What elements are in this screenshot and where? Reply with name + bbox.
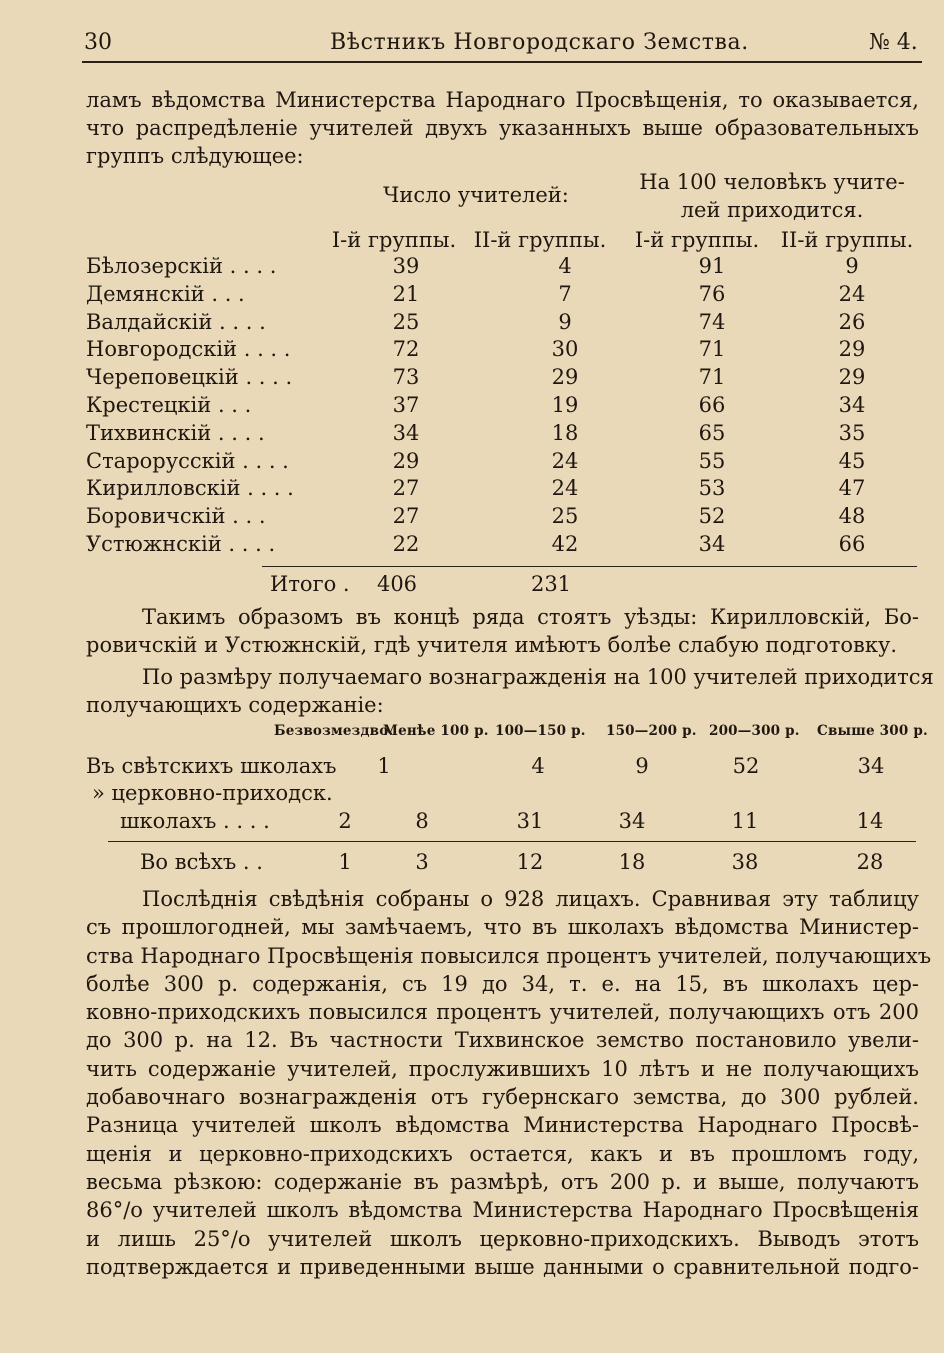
table2-row-secular-label: Въ свѣтскихъ школахъ xyxy=(86,754,337,778)
table1-cell-g2: 19 xyxy=(551,393,579,417)
table1-cell-p2: 26 xyxy=(838,310,866,334)
table1-cell-p1: 53 xyxy=(698,476,726,500)
table2-cell: 52 xyxy=(732,754,760,778)
table1-cell-g1: 21 xyxy=(392,282,420,306)
table1-cell-p2: 47 xyxy=(838,476,866,500)
para4-line-4: болѣе 300 р. содержанія, съ 19 до 34, т. е. на 15, въ школахъ цер- xyxy=(86,971,919,996)
table2-cell: 38 xyxy=(731,850,759,874)
para4-line-13: и лишь 25°/о учителей школъ церковно-приходскихъ. Выводъ этотъ xyxy=(86,1226,919,1251)
table1-cell-g2: 24 xyxy=(551,476,579,500)
table1-cell-g1: 73 xyxy=(392,365,420,389)
table1-cell-p1: 91 xyxy=(698,254,726,278)
para4-line-12: 86°/о учителей школъ вѣдомства Министерства Народнаго Просвѣщенія xyxy=(86,1198,919,1223)
para4-line-9: Разница учителей школъ вѣдомства Министерства Народнаго Просвѣ- xyxy=(86,1113,919,1138)
issue-number: № 4. xyxy=(869,30,918,55)
table2-cell: 18 xyxy=(618,850,646,874)
table1-cell-p1: 71 xyxy=(698,337,726,361)
paragraph-4 xyxy=(86,885,932,1281)
intro-line-3: группъ слѣдующее: xyxy=(86,144,304,168)
table1-row-name: Валдайскій . . . . xyxy=(86,310,266,334)
journal-title: Вѣстникъ Новгородскаго Земства. xyxy=(330,30,749,55)
page-number: 30 xyxy=(84,30,112,55)
table1-cell-g2: 25 xyxy=(551,504,579,528)
table1-cell-p1: 74 xyxy=(698,310,726,334)
table1-cell-p1: 71 xyxy=(698,365,726,389)
table1-cell-p1: 55 xyxy=(698,449,726,473)
table1-cell-g1: 39 xyxy=(392,254,420,278)
table2-head-150-200: 150—200 р. xyxy=(606,723,697,739)
table1-cell-p2: 35 xyxy=(838,421,866,445)
table2-head-200-300: 200—300 р. xyxy=(709,723,800,739)
table1-row-name: Старорусскій . . . . xyxy=(86,449,289,473)
table1-cell-g1: 29 xyxy=(392,449,420,473)
table1-cell-p2: 66 xyxy=(838,532,866,556)
table1-row-name: Бѣлозерскій . . . . xyxy=(86,254,277,278)
table2-cell: 31 xyxy=(516,809,544,833)
table1-cell-p1: 52 xyxy=(698,504,726,528)
para4-line-5: ковно-приходскихъ повысился процентъ учителей, получающихъ отъ 200 xyxy=(86,1000,919,1025)
table1-col4-head: II-й группы. xyxy=(780,228,914,252)
table2-cell: 34 xyxy=(618,809,646,833)
table1-cell-g2: 29 xyxy=(551,365,579,389)
table2-head-over300: Свыше 300 р. xyxy=(817,723,928,739)
table1-total-g1: 406 xyxy=(376,572,418,596)
table2-cell: 4 xyxy=(531,754,545,778)
table1-total-label: Итого . xyxy=(270,572,350,596)
table2-cell: 14 xyxy=(856,809,884,833)
table2-total-rule xyxy=(108,841,916,842)
table1-head-count: Число учителей: xyxy=(383,183,569,207)
para4-line-1: Послѣднія свѣдѣнія собраны о 928 лицахъ. Сравнивая эту таблицу xyxy=(142,887,919,911)
table2-cell: 34 xyxy=(857,754,885,778)
table1-row-name: Череповецкій . . . . xyxy=(86,365,293,389)
table1-col3-head: I-й группы. xyxy=(634,228,760,252)
table1-cell-g2: 7 xyxy=(558,282,572,306)
para4-line-2: съ прошлогодней, мы замѣчаемъ, что въ школахъ вѣдомства Министер- xyxy=(86,915,919,940)
table1-cell-g1: 27 xyxy=(392,476,420,500)
table1-cell-g1: 27 xyxy=(392,504,420,528)
para4-line-6: до 300 р. на 12. Въ частности Тихвинское земство постановило увели- xyxy=(86,1028,919,1053)
table1-total-rule xyxy=(262,566,917,567)
table1-cell-p1: 66 xyxy=(698,393,726,417)
para4-line-11: весьма рѣзкою: содержаніе въ размѣрѣ, отъ 200 р. и выше, получаютъ xyxy=(86,1169,919,1194)
intro-line-1: ламъ вѣдомства Министерства Народнаго Просвѣщенія, то оказывается, xyxy=(86,88,919,112)
table1-row-name: Тихвинскій . . . . xyxy=(86,421,265,445)
table2-row-church-label-1: » церковно-приходск. xyxy=(92,781,333,805)
table1-row-name: Новгородскій . . . . xyxy=(86,337,291,361)
table1-cell-p2: 9 xyxy=(845,254,859,278)
table1-row-name: Боровичскій . . . xyxy=(86,504,266,528)
table2-cell: 28 xyxy=(856,850,884,874)
table1-row-name: Кирилловскій . . . . xyxy=(86,476,294,500)
table1-cell-g2: 42 xyxy=(551,532,579,556)
table1-cell-g1: 37 xyxy=(392,393,420,417)
para3-line-1: По размѣру получаемаго вознагражденія на 100 учителей приходится xyxy=(142,665,934,689)
table1-cell-p2: 34 xyxy=(838,393,866,417)
table1-cell-p2: 29 xyxy=(838,337,866,361)
header-rule xyxy=(82,61,922,63)
para4-line-10: щенія и церковно-приходскихъ остается, какъ и въ прошломъ году, xyxy=(86,1141,919,1166)
table2-head-under100: Менѣе 100 р. xyxy=(383,723,489,739)
table1-cell-g2: 18 xyxy=(551,421,579,445)
table1-cell-p2: 48 xyxy=(838,504,866,528)
para4-line-14: подтверждается и приведенными выше данными о сравнительной подго- xyxy=(86,1254,919,1279)
paragraph-3 xyxy=(86,663,934,719)
table2-cell: 1 xyxy=(377,754,391,778)
table2-row-all-label: Во всѣхъ . . xyxy=(140,850,263,874)
table1-cell-g2: 9 xyxy=(558,310,572,334)
para3-line-2: получающихъ содержаніе: xyxy=(86,693,384,717)
para4-line-3: ства Народнаго Просвѣщенія повысился процентъ учителей, получающихъ xyxy=(86,943,932,968)
table2-cell: 3 xyxy=(415,850,429,874)
table1-cell-p1: 76 xyxy=(698,282,726,306)
table1-cell-p1: 65 xyxy=(698,421,726,445)
table1-col1-head: I-й группы. xyxy=(331,228,457,252)
table1-row-name: Демянскій . . . xyxy=(86,282,245,306)
table2-cell: 1 xyxy=(338,850,352,874)
table1-head-per100-2: лей приходится. xyxy=(680,198,864,222)
table1-cell-g2: 30 xyxy=(551,337,579,361)
table2-cell: 8 xyxy=(415,809,429,833)
table1-cell-p2: 29 xyxy=(838,365,866,389)
table1-cell-g1: 72 xyxy=(392,337,420,361)
table2-head-100-150: 100—150 р. xyxy=(495,723,586,739)
table1-cell-p2: 45 xyxy=(838,449,866,473)
table1-total-g2: 231 xyxy=(530,572,572,596)
table1-row-name: Крестецкій . . . xyxy=(86,393,252,417)
para4-line-7: чить содержаніе учителей, прослужившихъ 10 лѣтъ и не получающихъ xyxy=(86,1056,919,1081)
table1-cell-g1: 22 xyxy=(392,532,420,556)
para4-line-8: добавочнаго вознагражденія отъ губернскаго земства, до 300 рублей. xyxy=(86,1085,919,1110)
table1-cell-g2: 4 xyxy=(558,254,572,278)
para2-line-1: Такимъ образомъ въ концѣ ряда стоятъ уѣзды: Кирилловскій, Бо- xyxy=(142,605,919,629)
paragraph-2 xyxy=(86,603,919,659)
para2-line-2: ровичскій и Устюжнскій, гдѣ учителя имѣютъ болѣе слабую подготовку. xyxy=(86,633,898,657)
table1-cell-p1: 34 xyxy=(698,532,726,556)
table1-row-name: Устюжнскій . . . . xyxy=(86,532,276,556)
intro-paragraph xyxy=(86,86,919,170)
table1-cell-g1: 34 xyxy=(392,421,420,445)
table2-cell: 2 xyxy=(338,809,352,833)
table2-cell: 9 xyxy=(635,754,649,778)
table1-cell-g1: 25 xyxy=(392,310,420,334)
table2-row-church-label-2: школахъ . . . . xyxy=(120,809,270,833)
table1-cell-g2: 24 xyxy=(551,449,579,473)
table2-head-free: Безвозмездво. xyxy=(274,723,394,739)
intro-line-2: что распредѣленіе учителей двухъ указанныхъ выше образовательныхъ xyxy=(86,116,919,140)
table2-cell: 11 xyxy=(731,809,759,833)
table1-cell-p2: 24 xyxy=(838,282,866,306)
table2-cell: 12 xyxy=(516,850,544,874)
table1-col2-head: II-й группы. xyxy=(473,228,607,252)
table1-head-per100-1: На 100 человѣкъ учите- xyxy=(639,170,905,194)
